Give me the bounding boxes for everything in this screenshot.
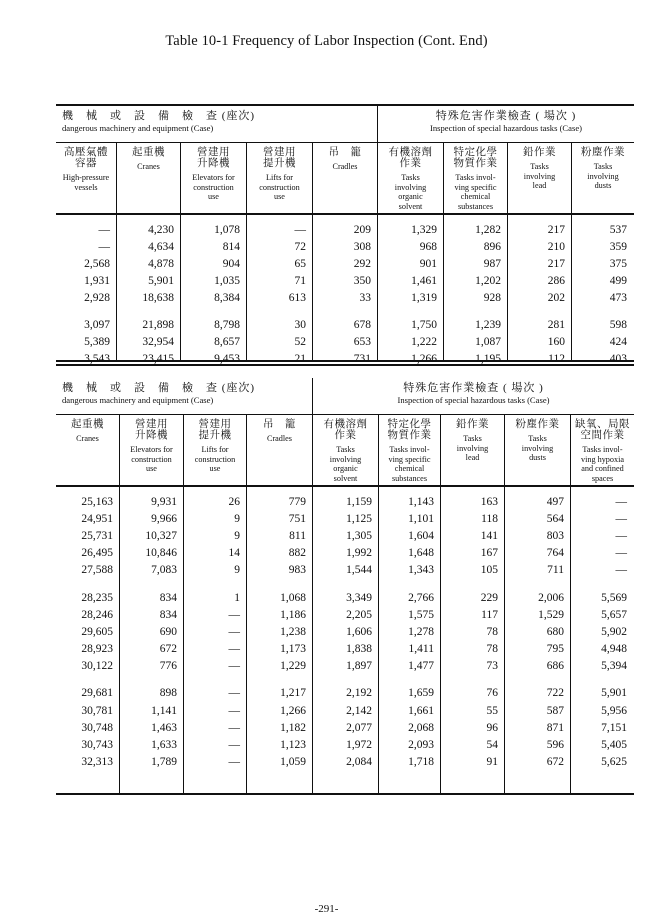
table-cell: 1,463	[151, 721, 177, 734]
table-cell: 25,731	[81, 529, 113, 542]
table-cell: 764	[546, 547, 564, 560]
table-cell: 537	[609, 223, 627, 236]
bottom-column-headers	[56, 415, 634, 485]
column-header-zh: 粉塵作業	[515, 419, 560, 430]
page-number: -291-	[314, 903, 339, 915]
table-cell: 2,928	[84, 292, 110, 305]
column-header-en: Elevators for construction use	[192, 173, 235, 202]
bottom-table-body	[56, 487, 634, 793]
table-cell: 8,798	[214, 318, 240, 331]
column-header	[247, 143, 313, 213]
table-cell: 653	[353, 335, 371, 348]
table-cell: 1,718	[408, 756, 434, 769]
table-cell: 1,838	[346, 643, 372, 656]
table-cell: 78	[486, 625, 498, 638]
table-cell: 1,931	[84, 275, 110, 288]
table-cell: 751	[288, 512, 306, 525]
table-cell: 834	[159, 608, 177, 621]
table-row	[56, 273, 634, 290]
table-cell: 5,389	[84, 335, 110, 348]
table-cell: 76	[486, 687, 498, 700]
table-cell: 9	[234, 512, 240, 525]
table-cell: 587	[546, 704, 564, 717]
table-cell: 403	[609, 352, 627, 365]
column-header-zh: 有機溶劑 作業	[388, 147, 433, 169]
table-cell: 672	[159, 643, 177, 656]
table-cell: 4,230	[148, 223, 174, 236]
table-cell: 2,084	[346, 756, 372, 769]
table-cell: —	[228, 756, 240, 769]
table-cell: 711	[547, 564, 564, 577]
table-cell: 1,101	[408, 512, 434, 525]
table-row	[56, 493, 634, 510]
column-header-en: Tasks involving organic solvent	[394, 173, 427, 211]
column-header-en: High-pressure vessels	[62, 173, 110, 192]
table-cell: 904	[222, 257, 240, 270]
column-header-zh: 吊 籠	[263, 419, 296, 430]
table-cell: 21,898	[142, 318, 174, 331]
table-row	[56, 290, 634, 307]
table-cell: 1,143	[408, 495, 434, 508]
table-cell: 1,238	[280, 625, 306, 638]
table-cell: 1,068	[280, 591, 306, 604]
column-header-en: Tasks invol- ving specific chemical substances	[388, 445, 431, 483]
column-header-en: Lifts for construction use	[259, 173, 300, 202]
table-cell: 596	[546, 739, 564, 752]
table-cell: 1,125	[346, 512, 372, 525]
table-cell: 1,789	[151, 756, 177, 769]
table-cell: 29,681	[81, 687, 113, 700]
table-cell: 167	[480, 547, 498, 560]
table-cell: 871	[546, 721, 564, 734]
table-cell: —	[228, 625, 240, 638]
table-cell: 1,972	[346, 739, 372, 752]
column-header	[184, 415, 247, 485]
table-cell: —	[615, 512, 627, 525]
table-cell: 1,159	[346, 495, 372, 508]
table-cell: —	[228, 739, 240, 752]
hazardous-tasks-group-header: 特殊危害作業檢查 ( 場次 ) Inspection of special hazardous tasks (Case)	[429, 110, 582, 133]
table-cell: 9	[234, 564, 240, 577]
table-cell: 78	[486, 643, 498, 656]
table-cell: 1,319	[411, 292, 437, 305]
table-cell: 2,093	[408, 739, 434, 752]
column-header-en: Elevators for construction use	[130, 445, 173, 474]
table-cell: 1,123	[280, 739, 306, 752]
table-cell: 9	[234, 529, 240, 542]
table-row	[56, 545, 634, 562]
column-header	[313, 143, 378, 213]
table-cell: 209	[353, 223, 371, 236]
column-header	[56, 415, 120, 485]
table-cell: 286	[547, 275, 565, 288]
table-row	[56, 510, 634, 527]
table-cell: 795	[546, 643, 564, 656]
table-cell: 1,659	[408, 687, 434, 700]
table-cell: 30,781	[81, 704, 113, 717]
column-header-zh: 起重機	[132, 147, 165, 158]
table-cell: 23,415	[142, 352, 174, 365]
table-cell: 1,305	[346, 529, 372, 542]
table-cell: 1,282	[475, 223, 501, 236]
table-cell: 5,569	[601, 591, 627, 604]
column-header	[571, 415, 634, 485]
table-cell: 14	[228, 547, 240, 560]
table-cell: —	[98, 240, 110, 253]
column-header-zh: 鉛作業	[523, 147, 556, 158]
table-row	[56, 255, 634, 272]
table-cell: 292	[353, 257, 371, 270]
table-cell: 217	[547, 223, 565, 236]
table-cell: 722	[546, 687, 564, 700]
table-cell: 2,205	[346, 608, 372, 621]
table-cell: —	[228, 643, 240, 656]
column-header	[379, 415, 441, 485]
column-header	[508, 143, 572, 213]
table-row	[56, 350, 634, 367]
table-cell: 1,750	[411, 318, 437, 331]
table-cell: 803	[546, 529, 564, 542]
column-header	[247, 415, 313, 485]
table-cell: 1,059	[280, 756, 306, 769]
table-cell: —	[615, 495, 627, 508]
column-header-en: Tasks invol- ving hypoxia and confined spaces	[581, 445, 624, 483]
page-title: Table 10-1 Frequency of Labor Inspection (Cont. End)	[165, 33, 488, 49]
table-cell: 928	[483, 292, 501, 305]
table-row	[56, 719, 634, 736]
table-cell: 210	[547, 240, 565, 253]
table-cell: 96	[486, 721, 498, 734]
table-cell: 9,453	[214, 352, 240, 365]
table-cell: 1,195	[475, 352, 501, 365]
table-cell: 217	[547, 257, 565, 270]
column-header-zh: 特定化學 物質作業	[453, 147, 498, 169]
column-header-en: Cranes	[76, 434, 99, 443]
table-cell: 1,329	[411, 223, 437, 236]
table-cell: 901	[419, 257, 437, 270]
column-header	[120, 415, 184, 485]
table-cell: 672	[546, 756, 564, 769]
table-cell: 1,266	[280, 704, 306, 717]
table-cell: 3,543	[84, 352, 110, 365]
column-header-zh: 高壓氣體 容器	[64, 147, 108, 169]
table-cell: 73	[486, 660, 498, 673]
table-cell: 1	[234, 591, 240, 604]
top-column-headers	[56, 143, 634, 213]
table-cell: 4,948	[601, 643, 627, 656]
table-cell: 5,657	[601, 608, 627, 621]
table-cell: —	[98, 223, 110, 236]
table-cell: 30	[294, 318, 306, 331]
table-row	[56, 658, 634, 675]
table-cell: 987	[483, 257, 501, 270]
table-cell: 1,633	[151, 739, 177, 752]
table-cell: 1,575	[408, 608, 434, 621]
table-cell: 10,327	[145, 529, 177, 542]
top-group-header	[56, 106, 634, 142]
table-cell: —	[228, 721, 240, 734]
table-cell: 690	[159, 625, 177, 638]
table-cell: 1,661	[408, 704, 434, 717]
table-row	[56, 736, 634, 753]
column-header	[444, 143, 508, 213]
table-cell: 202	[547, 292, 565, 305]
column-header-en: Tasks involving dusts	[587, 162, 619, 191]
table-row	[56, 238, 634, 255]
table-cell: 33	[359, 292, 371, 305]
table-cell: 1,202	[475, 275, 501, 288]
table-cell: 160	[547, 335, 565, 348]
table-cell: 7,083	[151, 564, 177, 577]
column-header-zh: 營建用 升降機	[197, 147, 230, 169]
table-cell: 1,182	[280, 721, 306, 734]
table-cell: 1,266	[411, 352, 437, 365]
top-table-body	[56, 215, 634, 365]
table-cell: 9,931	[151, 495, 177, 508]
table-cell: —	[615, 547, 627, 560]
table-cell: 3,097	[84, 318, 110, 331]
table-cell: 375	[609, 257, 627, 270]
table-cell: 731	[353, 352, 371, 365]
table-cell: 811	[289, 529, 306, 542]
table-row	[56, 641, 634, 658]
table-row	[56, 685, 634, 702]
bottom-table	[56, 378, 634, 795]
table-cell: 27,588	[81, 564, 113, 577]
table-row	[56, 221, 634, 238]
column-header	[117, 143, 181, 213]
column-header	[313, 415, 379, 485]
table-row	[56, 606, 634, 623]
table-cell: 30,743	[81, 739, 113, 752]
table-cell: 1,141	[151, 704, 177, 717]
table-cell: 5,901	[601, 687, 627, 700]
table-cell: 141	[480, 529, 498, 542]
table-cell: 118	[481, 512, 498, 525]
table-cell: 2,192	[346, 687, 372, 700]
table-cell: —	[615, 529, 627, 542]
table-cell: 1,087	[475, 335, 501, 348]
table-cell: 32,313	[81, 756, 113, 769]
table-cell: 105	[480, 564, 498, 577]
table-cell: 25,163	[81, 495, 113, 508]
table-cell: 5,394	[601, 660, 627, 673]
column-header	[572, 143, 634, 213]
table-cell: 117	[481, 608, 498, 621]
table-cell: 10,846	[145, 547, 177, 560]
table-cell: 1,239	[475, 318, 501, 331]
bottom-group-header	[56, 378, 634, 414]
table-cell: 54	[486, 739, 498, 752]
table-cell: 3,349	[346, 591, 372, 604]
table-cell: 1,477	[408, 660, 434, 673]
table-cell: 7,151	[601, 721, 627, 734]
table-cell: 4,878	[148, 257, 174, 270]
table-cell: 2,006	[538, 591, 564, 604]
table-cell: 680	[546, 625, 564, 638]
table-cell: 1,544	[346, 564, 372, 577]
table-cell: 29,605	[81, 625, 113, 638]
column-header-zh: 粉塵作業	[581, 147, 625, 158]
column-header	[505, 415, 571, 485]
table-row	[56, 527, 634, 544]
table-cell: 72	[294, 240, 306, 253]
table-cell: 1,606	[346, 625, 372, 638]
table-cell: 424	[609, 335, 627, 348]
table-cell: 9,966	[151, 512, 177, 525]
column-header-zh: 有機溶劑 作業	[323, 419, 368, 441]
table-cell: —	[228, 704, 240, 717]
table-cell: 163	[480, 495, 498, 508]
column-header-zh: 營建用 升降機	[135, 419, 168, 441]
column-header-en: Tasks involving lead	[456, 434, 489, 463]
table-cell: 30,748	[81, 721, 113, 734]
table-cell: 896	[483, 240, 501, 253]
table-cell: 28,235	[81, 591, 113, 604]
table-cell: —	[615, 564, 627, 577]
table-cell: 1,604	[408, 529, 434, 542]
table-cell: 898	[159, 687, 177, 700]
table-cell: 1,278	[408, 625, 434, 638]
table-cell: 28,923	[81, 643, 113, 656]
table-cell: 8,384	[214, 292, 240, 305]
table-cell: 499	[609, 275, 627, 288]
table-row	[56, 754, 634, 771]
table-cell: 678	[353, 318, 371, 331]
column-header-en: Tasks involving organic solvent	[329, 445, 362, 483]
table-cell: 21	[294, 352, 306, 365]
table-cell: 91	[486, 756, 498, 769]
table-cell: 613	[288, 292, 306, 305]
table-cell: 834	[159, 591, 177, 604]
table-cell: 968	[419, 240, 437, 253]
column-header-en: Cradles	[332, 162, 358, 171]
table-cell: 2,568	[84, 257, 110, 270]
table-cell: 55	[486, 704, 498, 717]
table-cell: —	[228, 608, 240, 621]
table-cell: 564	[546, 512, 564, 525]
table-row	[56, 702, 634, 719]
table-row	[56, 316, 634, 333]
column-header-zh: 起重機	[71, 419, 104, 430]
column-header-en: Tasks involving dusts	[521, 434, 554, 463]
machinery-group-header: 機 械 或 設 備 檢 查 (座次) dangerous machinery and equipment (Case)	[56, 378, 313, 414]
table-cell: 776	[159, 660, 177, 673]
column-header-zh: 營建用 提升機	[263, 147, 296, 169]
column-header	[181, 143, 247, 213]
table-cell: 2,068	[408, 721, 434, 734]
column-header-en: Lifts for construction use	[194, 445, 236, 474]
table-cell: 5,956	[601, 704, 627, 717]
table-cell: 779	[288, 495, 306, 508]
table-cell: 686	[546, 660, 564, 673]
column-header-en: Tasks involving lead	[523, 162, 556, 191]
table-cell: 473	[609, 292, 627, 305]
table-cell: 814	[222, 240, 240, 253]
machinery-group-header: 機 械 或 設 備 檢 查 (座次) dangerous machinery and equipment (Case)	[56, 106, 378, 142]
table-cell: 1,529	[538, 608, 564, 621]
table-cell: 1,897	[346, 660, 372, 673]
table-cell: 2,766	[408, 591, 434, 604]
table-cell: 28,246	[81, 608, 113, 621]
table-cell: 1,217	[280, 687, 306, 700]
table-cell: 52	[294, 335, 306, 348]
table-cell: 1,173	[280, 643, 306, 656]
table-row	[56, 562, 634, 579]
table-cell: 1,461	[411, 275, 437, 288]
table-cell: 5,625	[601, 756, 627, 769]
column-header-en: Cradles	[266, 434, 292, 443]
column-header	[441, 415, 505, 485]
hazardous-tasks-group-header: 特殊危害作業檢查 ( 場次 ) Inspection of special hazardous tasks (Case)	[397, 382, 550, 405]
table-cell: 71	[294, 275, 306, 288]
table-cell: 497	[546, 495, 564, 508]
table-cell: 112	[548, 352, 565, 365]
table-cell: 26,495	[81, 547, 113, 560]
column-header-en: Cranes	[137, 162, 160, 171]
table-row	[56, 589, 634, 606]
table-cell: 308	[353, 240, 371, 253]
table-cell: 32,954	[142, 335, 174, 348]
table-cell: 2,077	[346, 721, 372, 734]
table-cell: 4,634	[148, 240, 174, 253]
table-cell: 5,901	[148, 275, 174, 288]
column-header-en: Tasks invol- ving specific chemical substances	[454, 173, 497, 211]
column-header-zh: 特定化學 物質作業	[387, 419, 432, 441]
table-cell: 1,411	[408, 643, 434, 656]
table-cell: 18,638	[142, 292, 174, 305]
column-header	[56, 143, 117, 213]
table-cell: 65	[294, 257, 306, 270]
column-header	[378, 143, 444, 213]
table-cell: 1,186	[280, 608, 306, 621]
table-cell: 8,657	[214, 335, 240, 348]
table-cell: 24,951	[81, 512, 113, 525]
table-cell: 1,648	[408, 547, 434, 560]
table-cell: 882	[288, 547, 306, 560]
table-cell: 983	[288, 564, 306, 577]
table-cell: 1,035	[214, 275, 240, 288]
table-cell: 26	[228, 495, 240, 508]
table-cell: 1,229	[280, 660, 306, 673]
table-cell: 30,122	[81, 660, 113, 673]
table-cell: 5,405	[601, 739, 627, 752]
top-table	[56, 104, 634, 366]
table-cell: —	[294, 223, 306, 236]
table-cell: 359	[609, 240, 627, 253]
column-header-zh: 鉛作業	[456, 419, 489, 430]
column-header-zh: 缺氧、局限 空間作業	[575, 419, 630, 441]
table-row	[56, 623, 634, 640]
table-row	[56, 333, 634, 350]
column-header-zh: 營建用 提升機	[198, 419, 232, 441]
table-cell: —	[228, 687, 240, 700]
column-header-zh: 吊 籠	[328, 147, 362, 158]
table-cell: —	[228, 660, 240, 673]
table-cell: 1,078	[214, 223, 240, 236]
table-cell: 5,902	[601, 625, 627, 638]
table-cell: 281	[547, 318, 565, 331]
table-cell: 229	[480, 591, 498, 604]
table-cell: 1,222	[411, 335, 437, 348]
table-cell: 1,343	[408, 564, 434, 577]
table-cell: 1,992	[346, 547, 372, 560]
table-cell: 350	[353, 275, 371, 288]
table-cell: 598	[609, 318, 627, 331]
table-cell: 2,142	[346, 704, 372, 717]
